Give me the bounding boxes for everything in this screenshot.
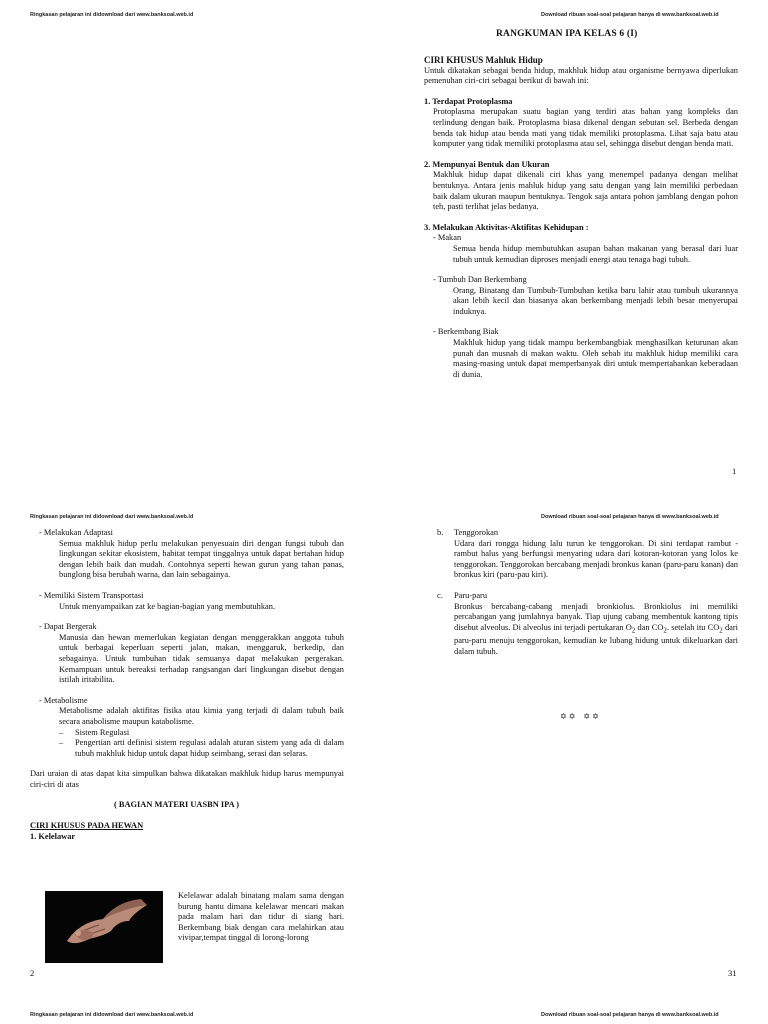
item-c xyxy=(437,591,738,602)
tumbuh-text: Orang, Binatang dan Tumbuh-Tumbuhan ketika baru lahir atau tumbuh ukurannya akan lebih kecil dan biasanya akan berkembang menjadi lebih besar menyerupai induknya. xyxy=(453,285,738,316)
item-c-text: Bronkus bercabang-cabang menjadi bronkiolus. Bronkiolus ini memiliki percabangan yang jumlahnya banyak. Tiap ujung cabang membentuk kantong tipis disebut alveolus. Di alveolus ini terjadi pertukaran $O_2$ dan $CO_2$. setelah itu $CO_2$ dari paru-paru menuju tenggorokan, kemudian ke lubang hidung untuk dikeluarkan dari dalam tubuh. xyxy=(454,601,738,656)
list-item-text: Pengertian arti definisi sistem regulasi adalah aturan sistem yang ada di dalam tubuh makhluk hidup untuk dapat hidup seimbang, serasi dan selaras. xyxy=(75,738,344,758)
makan-label: - Makan xyxy=(433,233,462,243)
item-b xyxy=(437,528,738,539)
biak-text: Makhluk hidup yang tidak mampu berkembangbiak menghasilkan keturunan akan punah dan musnah di makan waktu. Oleh sebab itu makhluk hidup memiliki cara masing-masing untuk dapat memperbanyak diri untuk mempertahankan keberadaan di dunia. xyxy=(453,338,738,379)
list-item xyxy=(59,738,344,759)
header-right: Download ribuan soal-soal pelajaran hanya di www.banksoal.web.id xyxy=(541,12,719,18)
section-1-title: 1. Terdapat Protoplasma xyxy=(424,96,513,106)
item-c-title: Paru-paru xyxy=(454,590,488,600)
tumbuh-label: - Tumbuh Dan Berkembang xyxy=(433,275,527,285)
dash: – xyxy=(59,727,64,737)
footer-right: Download ribuan soal-soal pelajaran hanya di www.banksoal.web.id xyxy=(541,1012,719,1018)
section-heading: CIRI KHUSUS Mahluk Hidup xyxy=(424,55,543,65)
section-2-title: 2. Mempunyai Bentuk dan Ukuran xyxy=(424,159,550,169)
page-1-content xyxy=(424,55,738,380)
bagian-title: ( BAGIAN MATERI UASBN IPA ) xyxy=(114,800,240,810)
item-b-label: b. xyxy=(437,528,444,537)
page-number: 2 xyxy=(30,968,35,978)
bat-image xyxy=(45,891,163,963)
item-c-label: c. xyxy=(437,590,443,600)
page-31-content xyxy=(437,528,738,657)
gerak-label: - Dapat Bergerak xyxy=(39,622,97,632)
gerak-text: Manusia dan hewan memerlukan kegiatan dengan menggerakkan anggota tubuh untuk berbagai keperluan seperti jalan, makan, menggaruk, berkedip, dan sebagainya. Untuk tumbuhan tidak semuanya dapat melakukan pergerakan. Kemampuan untuk bereaksi terhadap rangsangan dari lingkungan disebut dengan istilah iritabilita. xyxy=(59,632,344,685)
item-b-text: Udara dari rongga hidung lalu turun ke tenggorokan. Di sini terdapat rambut -rambut halus yang berfungsi menyaring udara dari kotoran-kotoran yang lolos ke tenggorokan. Tenggorokan bercabang menjadi bronkus kanan (paru-paru kanan) dan bronkus kiri (paru-pau kiri). xyxy=(454,538,738,580)
footer-left: Ringkasan pelajaran ini didownload dari www.banksoal.web.id xyxy=(30,1012,194,1018)
page-2-content xyxy=(30,528,344,842)
ornament: ✡ ✡ ✡ ✡ xyxy=(560,712,599,721)
metabolisme-label: - Metabolisme xyxy=(39,695,88,705)
dash: – xyxy=(59,738,64,748)
section-2-text: Makhluk hidup dapat dikenali ciri khas yang menempel padanya dengan melihat bentuknya. Antara jenis mahluk hidup yang satu dengan yang lain memiliki perbedaan baik dalam ukuran maupun bentuknya. Tengok saja antara pohon jamblang dengan pohon teh, pasti terlihat jelas bedanya. xyxy=(433,170,738,212)
conclusion-text: Dari uraian di atas dapat kita simpulkan bahwa dikatakan makhluk hidup harus mempunyai ciri-ciri di atas xyxy=(30,769,344,789)
item-b-title: Tenggorokan xyxy=(454,528,499,537)
header-left: Ringkasan pelajaran ini didownload dari www.banksoal.web.id xyxy=(30,514,194,520)
header-right: Download ribuan soal-soal pelajaran hanya di www.banksoal.web.id xyxy=(541,514,719,520)
hewan-heading: CIRI KHUSUS PADA HEWAN xyxy=(30,821,144,831)
header-left: Ringkasan pelajaran ini didownload dari www.banksoal.web.id xyxy=(30,12,194,18)
biak-label: - Berkembang Biak xyxy=(433,327,499,337)
metabolisme-text: Metabolisme adalah aktifitas fisika atau kimia yang terjadi di dalam tubuh baik secara anabolisme maupun katabolisme. xyxy=(59,706,344,726)
transport-text: Untuk menyampaikan zat ke bagian-bagian yang membutuhkan. xyxy=(59,601,276,611)
section-1-text: Protoplasma merupakan suatu bagian yang terdiri atas bahan yang kompleks dan terlindung dengan baik. Protoplasma biasa dikenal dengan sebutan sel. Berbeda dengan benda tak hidup atau benda mati yang tidak memiliki protoplasma. Lihat saja batu atau komputer yang tidak memiliki protoplasma atau sel, sehingga disebut dengan benda mati. xyxy=(433,107,738,149)
list-item-text: Sistem Regulasi xyxy=(75,727,130,737)
kelelawar-text: Kelelawar adalah binatang malam sama dengan burung hantu dimana kelelawar mencari makan pada malam hari dan tidur di siang hari. Berkembang biak dengan cara melahirkan atau vivipar,tempat tinggal di lorong-lorong xyxy=(178,891,344,943)
bat-icon xyxy=(45,891,163,963)
page-number: 1 xyxy=(732,466,737,476)
transport-label: - Memiliki Sistem Transportasi xyxy=(39,590,144,600)
section-3-title: 3. Melakukan Aktivitas-Aktifitas Kehidupan : xyxy=(424,222,589,232)
makan-text: Semua benda hidup membutuhkan asupan bahan makanan yang berasal dari luar tubuh untuk kemudian diproses menjadi energi atau tenaga bagi tubuh. xyxy=(453,243,738,264)
kelelawar-desc xyxy=(178,891,344,944)
adaptasi-text: Semua makhluk hidup perlu melakukan penyesuain diri dengan fungsi tubuh dan lingkungan sekitar ekosistem, habitat tempat tinggalnya untuk dapat bertahan hidup dengan lebih baik dan mudah. Contohnya seperti hewan gurun yang tahan panas, bunglong bisa berubah warna, dan lain sebagainya. xyxy=(59,538,344,580)
intro-text: Untuk dikatakan sebagai benda hidup, makhluk hidup atau organisme bernyawa diperlukan pemenuhan ciri-ciri sebagai berikut di bawah ini: xyxy=(424,65,738,86)
document-title: RANGKUMAN IPA KELAS 6 (I) xyxy=(496,29,638,39)
adaptasi-label: - Melakukan Adaptasi xyxy=(39,528,113,537)
list-item xyxy=(59,728,344,739)
kelelawar-title: 1. Kelelawar xyxy=(30,831,76,841)
page-number: 31 xyxy=(728,968,737,978)
